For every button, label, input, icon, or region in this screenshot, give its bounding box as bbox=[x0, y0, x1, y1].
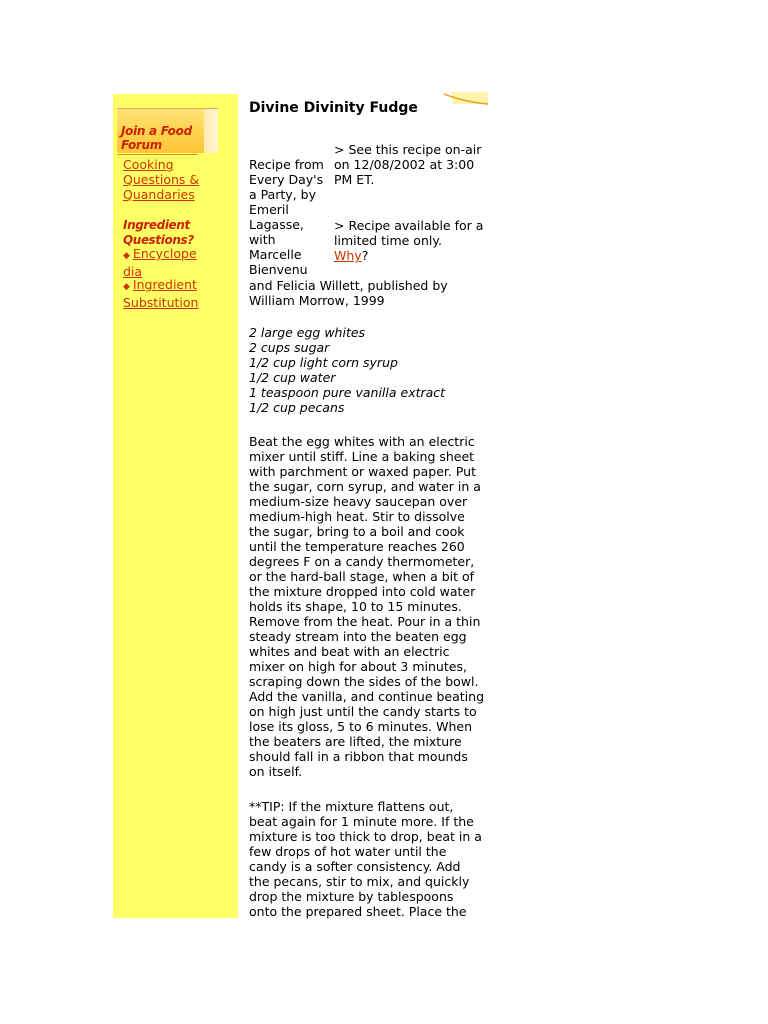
forum-banner-label: Join a Food Forum bbox=[121, 124, 192, 152]
cooking-questions-link[interactable]: Cooking Questions & Quandaries bbox=[123, 157, 200, 202]
bullet-icon: ◆ bbox=[123, 282, 130, 292]
ingredient-item: 1/2 cup pecans bbox=[249, 400, 345, 415]
banner-underline bbox=[117, 154, 197, 155]
sidebar-item-ingredient-substitution[interactable] bbox=[123, 277, 235, 310]
ingredient-item: 2 cups sugar bbox=[249, 340, 330, 355]
tip-paragraph: **TIP: If the mixture flattens out, beat again for 1 minute more. If the mixture is too thick to drop, beat in a few drops of hot water until the candy is a softer consistency. Add the pecans, stir to mix, and quickly drop the mixture by tablespoons onto the prepared sheet. Place the bbox=[249, 799, 482, 919]
ingredient-questions-heading: Ingredient Questions? bbox=[123, 218, 194, 247]
why-link[interactable]: Why bbox=[334, 248, 362, 263]
sidebar-item-encyclopedia[interactable] bbox=[123, 246, 235, 279]
ingredient-substitution-link[interactable]: Ingredient Substitution bbox=[123, 277, 199, 310]
recipe-credit-continued: and Felicia Willett, published by William Morrow, 1999 bbox=[249, 278, 448, 308]
availability-text: > Recipe available for a limited time only. bbox=[334, 218, 484, 248]
recipe-credit: Recipe from Every Day's a Party, by Emeril Lagasse, with Marcelle Bienvenu bbox=[249, 157, 324, 277]
bullet-icon: ◆ bbox=[123, 251, 130, 261]
ingredient-item: 1 teaspoon pure vanilla extract bbox=[249, 385, 446, 400]
ingredient-item: 1/2 cup water bbox=[249, 370, 336, 385]
on-air-notice: > See this recipe on-air on 12/08/2002 at 3:00 PM ET. bbox=[334, 142, 482, 187]
recipe-title: Divine Divinity Fudge bbox=[249, 100, 418, 116]
ingredient-item: 2 large egg whites bbox=[249, 325, 366, 340]
why-suffix: ? bbox=[361, 248, 369, 263]
encyclopedia-link[interactable]: Encyclope dia bbox=[123, 246, 197, 279]
join-food-forum-banner[interactable] bbox=[117, 108, 218, 153]
ingredient-item: 1/2 cup light corn syrup bbox=[249, 355, 398, 370]
availability-notice bbox=[334, 218, 486, 263]
directions-paragraph: Beat the egg whites with an electric mixer until stiff. Line a baking sheet with parchment or waxed paper. Put the sugar, corn syrup, and water in a medium-size heavy saucepan over medium-high heat. Stir to dissolve the sugar, bring to a boil and cook until the temperature reaches 260 degrees F on a candy thermometer, or the hard-ball stage, when a bit of the mixture dropped into cold water holds its shape, 10 to 15 minutes. Remove from the heat. Pour in a thin steady stream into the beaten egg whites and beat with an electric mixer on high for about 3 minutes, scraping down the sides of the bowl. Add the vanilla, and continue beating on high just until the candy starts to lose its gloss, 5 to 6 minutes. When the beaters are lifted, the mixture should fall in a ribbon that mounds on itself. bbox=[249, 434, 484, 779]
decorative-swoosh bbox=[444, 92, 488, 106]
ingredient-list bbox=[249, 325, 489, 415]
